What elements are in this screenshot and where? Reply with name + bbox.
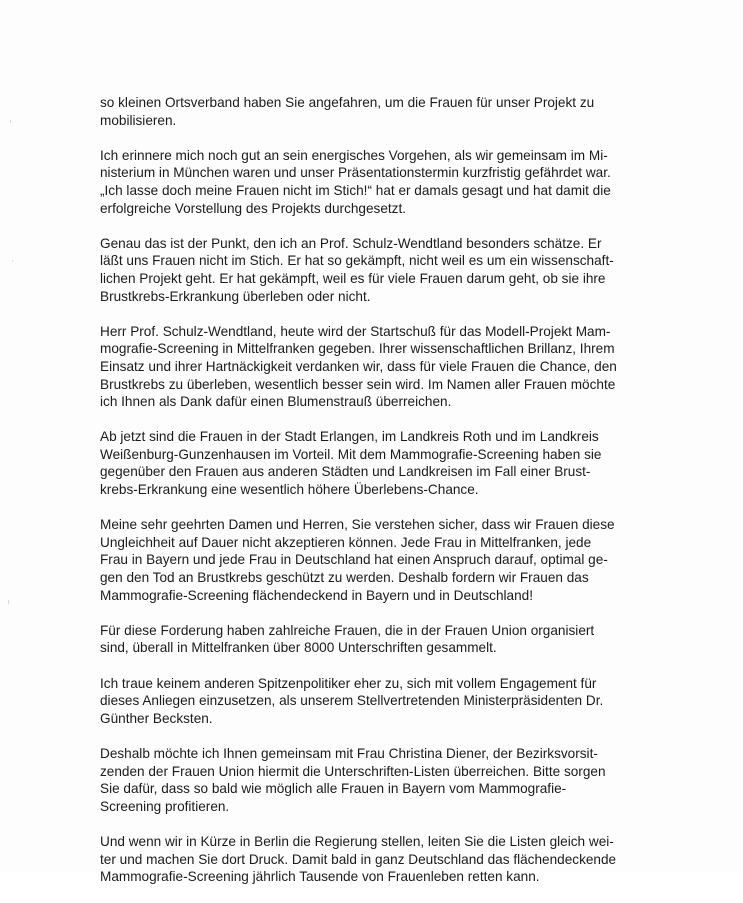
paragraph: Genau das ist der Punkt, den ich an Prof. Schulz-Wendtland besonders schätze. Er läßt uns Frauen nicht im Stich. Er hat so gekämpft, nicht weil es um ein wissenschaft- lichen Projekt geht. Er hat gekämpft, weil es für viele Frauen darum geht, ob sie ihre Brustkrebs-Erkrankung überleben oder nicht. [100,235,614,304]
paragraph: Ab jetzt sind die Frauen in der Stadt Erlangen, im Landkreis Roth und im Landkreis Weißenburg-Gunzenhausen im Vorteil. Mit dem Mammografie-Screening haben sie gegenüber den Frauen aus anderen Städten und Landkreisen im Fall einer Brust- krebs-Erkrankung eine wesentlich höhere Überlebens-Chance. [100,429,602,498]
scan-artifact [10,120,11,123]
paragraph: Ich traue keinem anderen Spitzenpolitiker eher zu, sich mit vollem Engagement für dieses Anliegen einzusetzen, als unserem Stellvertretenden Ministerpräsidenten Dr. Günther Becksten. [100,675,604,726]
letter-body [100,94,662,903]
paragraph: Ich erinnere mich noch gut an sein energisches Vorgehen, als wir gemeinsam im Mi- nisterium in München waren und unser Präsentationstermin kurzfristig gefährdet war. „Ich lasse doch meine Frauen nicht im Stich!“ hat er damals gesagt und hat damit die erfolgreiche Vorstellung des Projekts durchgesetzt. [100,147,611,216]
paragraph: Herr Prof. Schulz-Wendtland, heute wird der Startschuß für das Modell-Projekt Mam- mografie-Screening in Mittelfranken gegeben. Ihrer wissenschaftlichen Brillanz, Ihrem Einsatz und ihrer Hartnäckigkeit verdanken wir, dass für viele Frauen die Chance, den Brustkrebs zu überleben, wesentlich besser sein wird. Im Namen aller Frauen möchte ich Ihnen als Dank dafür einen Blumenstrauß überreichen. [100,323,617,410]
paragraph: Meine sehr geehrten Damen und Herren, Sie verstehen sicher, dass wir Frauen diese Ungleichheit auf Dauer nicht akzeptieren können. Jede Frau in Mittelfranken, jede Frau in Bayern und jede Frau in Deutschland hat einen Anspruch darauf, optimal ge- gen den Tod an Brustkrebs geschützt zu werden. Deshalb fordern wir Frauen das Mammografie-Screening flächendeckend in Bayern und in Deutschland! [100,517,615,603]
scan-artifact [8,600,9,604]
scan-artifact [12,260,13,262]
paragraph: Und wenn wir in Kürze in Berlin die Regierung stellen, leiten Sie die Listen gleich wei- ter und machen Sie dort Druck. Damit bald in ganz Deutschland das flächendeckende Mammografie-Screening jährlich Tausende von Frauenleben retten kann. [100,833,617,885]
paragraph: Deshalb möchte ich Ihnen gemeinsam mit Frau Christina Diener, der Bezirksvorsit- zenden der Frauen Union hiermit die Unterschriften-Listen überreichen. Bitte sorgen Sie dafür, dass so bald wie möglich alle Frauen in Bayern vom Mammografie- Screening profitieren. [100,745,606,814]
paragraph: so kleinen Ortsverband haben Sie angefahren, um die Frauen für unser Projekt zu mobilisieren. [100,95,595,128]
paragraph: Für diese Forderung haben zahlreiche Frauen, die in der Frauen Union organisiert sind, überall in Mittelfranken über 8000 Unterschriften gesammelt. [100,622,595,656]
